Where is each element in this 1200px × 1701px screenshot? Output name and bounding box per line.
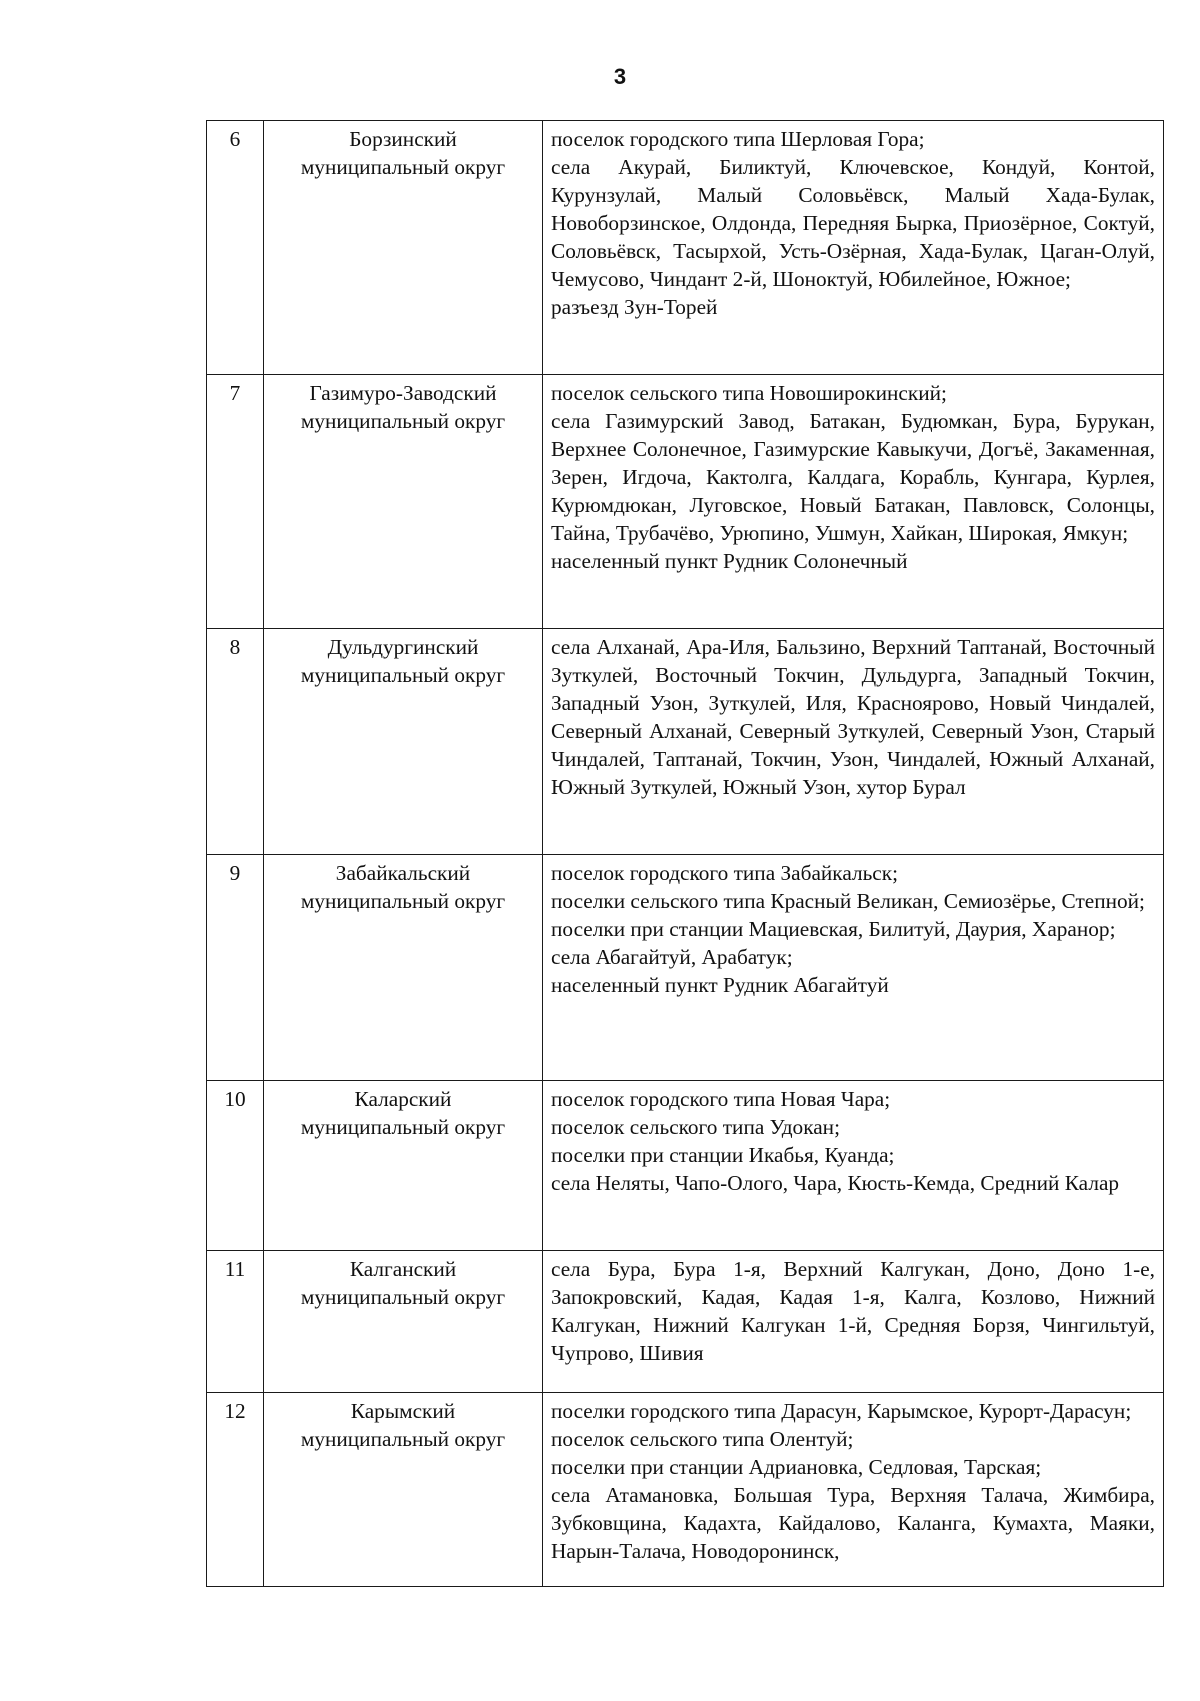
settlements-cell — [543, 855, 1164, 1081]
settlement-line: разъезд Зун-Торей — [551, 295, 718, 319]
table-row — [207, 1393, 1164, 1587]
settlement-line: населенный пункт Рудник Абагайтуй — [551, 973, 889, 997]
row-number: 11 — [207, 1251, 264, 1393]
settlement-line: поселки городского типа Дарасун, Карымское, Курорт-Дарасун; — [551, 1399, 1132, 1423]
district-name — [264, 1393, 543, 1587]
table-row — [207, 121, 1164, 375]
district-type-line: муниципальный округ — [300, 1427, 506, 1451]
district-name-line: Борзинский — [349, 127, 457, 151]
district-name — [264, 629, 543, 855]
settlement-line: поселки при станции Адриановка, Седловая, Тарская; — [551, 1455, 1042, 1479]
settlement-line: села Алханай, Ара-Иля, Бальзино, Верхний Таптанай, Восточный Зуткулей, Восточный Токчин, Дульдурга, Западный Токчин, Западный Узон, Зуткулей, Иля, Красноярово, Новый Чиндалей, Северный Алханай, Северный Зуткулей, Северный Узон, Старый Чиндалей, Таптанай, Токчин, Узон, Чиндалей, Южный Алханай, Южный Зуткулей, Южный Узон, хутор Бурал — [551, 635, 1155, 799]
settlement-line: поселок сельского типа Олентуй; — [551, 1427, 854, 1451]
table-row — [207, 1081, 1164, 1251]
settlements-cell — [543, 1393, 1164, 1587]
settlement-line: поселок городского типа Забайкальск; — [551, 861, 899, 885]
district-name — [264, 121, 543, 375]
district-name — [264, 375, 543, 629]
settlement-line: поселки при станции Мациевская, Билитуй, Даурия, Харанор; — [551, 917, 1116, 941]
settlements-cell — [543, 1081, 1164, 1251]
row-number: 7 — [207, 375, 264, 629]
district-name — [264, 1251, 543, 1393]
settlement-line: поселки при станции Икабья, Куанда; — [551, 1143, 895, 1167]
settlements-cell — [543, 121, 1164, 375]
district-type-line: муниципальный округ — [300, 889, 506, 913]
district-type-line: муниципальный округ — [300, 663, 506, 687]
row-number: 12 — [207, 1393, 264, 1587]
row-number: 9 — [207, 855, 264, 1081]
settlements-cell — [543, 375, 1164, 629]
settlement-line: села Неляты, Чапо-Олого, Чара, Кюсть-Кемда, Средний Калар — [551, 1171, 1120, 1195]
page-number: 3 — [613, 64, 627, 89]
settlement-line: поселок городского типа Шерловая Гора; — [551, 127, 925, 151]
settlement-line: села Бура, Бура 1-я, Верхний Калгукан, Доно, Доно 1-е, Запокровский, Кадая, Кадая 1-я, Калга, Козлово, Нижний Калгукан, Нижний Калгукан 1-й, Средняя Борзя, Чингильтуй, Чупрово, Шивия — [551, 1257, 1155, 1365]
district-type-line: муниципальный округ — [300, 409, 506, 433]
table-row — [207, 855, 1164, 1081]
table-row — [207, 375, 1164, 629]
table-row — [207, 629, 1164, 855]
district-type-line: муниципальный округ — [300, 1285, 506, 1309]
district-name — [264, 1081, 543, 1251]
district-name-line: Карымский — [350, 1399, 456, 1423]
settlement-line: села Акурай, Биликтуй, Ключевское, Кондуй, Контой, Курунзулай, Малый Соловьёвск, Малый Хада-Булак, Новоборзинское, Олдонда, Передняя Бырка, Приозёрное, Соктуй, Соловьёвск, Тасырхой, Усть-Озёрная, Хада-Булак, Цаган-Олуй, Чемусово, Чиндант 2-й, Шоноктуй, Юбилейное, Южное; — [551, 155, 1155, 291]
district-type-line: муниципальный округ — [300, 1115, 506, 1139]
district-name-line: Дульдургинский — [327, 635, 479, 659]
settlements-cell — [543, 1251, 1164, 1393]
district-name-line: Калганский — [349, 1257, 457, 1281]
settlement-line: поселок городского типа Новая Чара; — [551, 1087, 891, 1111]
settlements-cell — [543, 629, 1164, 855]
settlement-line: села Абагайтуй, Арабатук; — [551, 945, 793, 969]
district-type-line: муниципальный округ — [300, 155, 506, 179]
table-row — [207, 1251, 1164, 1393]
district-name-line: Забайкальский — [335, 861, 471, 885]
settlement-line: поселки сельского типа Красный Великан, Семиозёрье, Степной; — [551, 889, 1145, 913]
row-number: 10 — [207, 1081, 264, 1251]
district-name-line: Каларский — [354, 1087, 452, 1111]
row-number: 6 — [207, 121, 264, 375]
district-name-line: Газимуро-Заводский — [309, 381, 497, 405]
settlement-line: села Газимурский Завод, Батакан, Будюмкан, Бура, Бурукан, Верхнее Солонечное, Газимурские Кавыкучи, Догъё, Закаменная, Зерен, Игдоча, Кактолга, Калдага, Корабль, Кунгара, Курлея, Курюмдюкан, Луговское, Новый Батакан, Павловск, Солонцы, Тайна, Трубачёво, Урюпино, Ушмун, Хайкан, Широкая, Ямкун; — [551, 409, 1155, 545]
district-name — [264, 855, 543, 1081]
row-number: 8 — [207, 629, 264, 855]
settlement-line: населенный пункт Рудник Солонечный — [551, 549, 908, 573]
settlement-line: поселок сельского типа Удокан; — [551, 1115, 840, 1139]
settlement-line: поселок сельского типа Новоширокинский; — [551, 381, 947, 405]
settlement-line: села Атамановка, Большая Тура, Верхняя Талача, Жимбира, Зубковщина, Кадахта, Кайдалово, Каланга, Кумахта, Маяки, Нарын-Талача, Новодоронинск, — [551, 1483, 1155, 1563]
districts-table — [206, 120, 1164, 1587]
